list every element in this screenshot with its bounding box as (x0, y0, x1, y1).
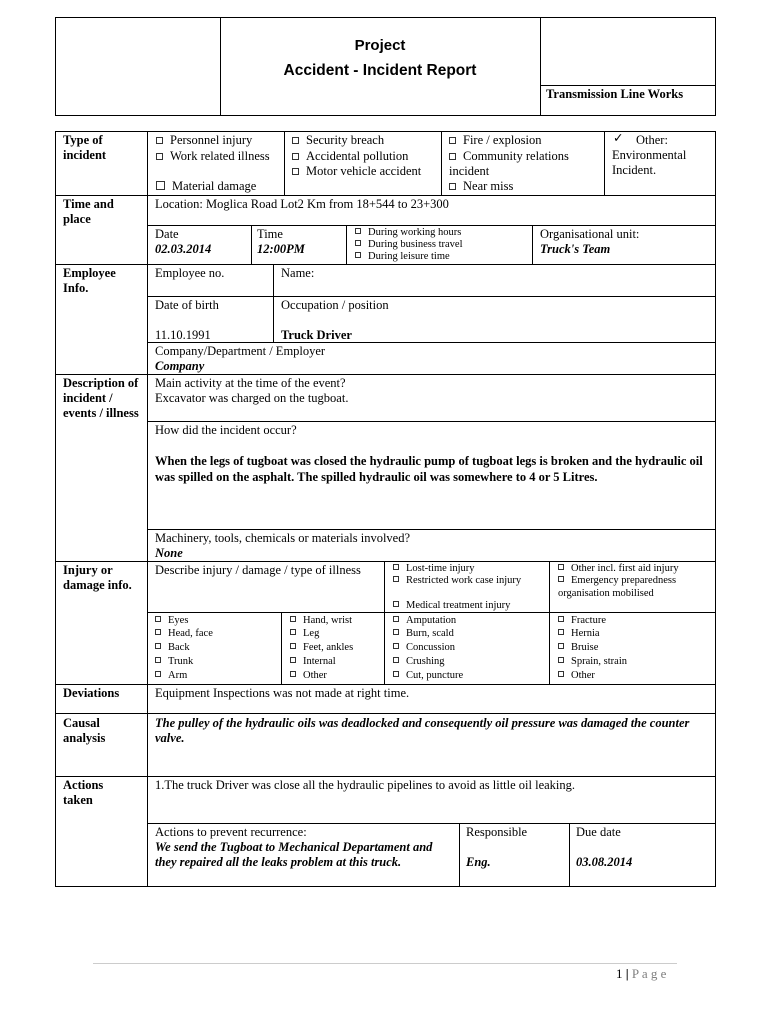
employee-no-label: Employee no. (155, 266, 225, 280)
time-place-label: Time and place (63, 197, 114, 226)
org-value: Truck's Team (540, 242, 611, 256)
machinery-question: Machinery, tools, chemicals or materials involved? (155, 531, 411, 545)
page-separator: | (625, 966, 629, 981)
checkbox-icon (290, 629, 296, 635)
checkbox-body-part[interactable]: Feet, ankles (290, 642, 353, 655)
checkbox-icon (155, 643, 161, 649)
org-label: Organisational unit: (540, 227, 640, 241)
page-footer (616, 966, 666, 982)
checkbox-fire[interactable]: Fire / explosion (449, 133, 541, 148)
cell-divider (273, 264, 274, 342)
checkbox-body-part[interactable]: Internal (290, 656, 336, 669)
project-title: Project (354, 37, 406, 54)
checkbox-icon (449, 153, 456, 160)
checkbox-icon (449, 183, 456, 190)
row-divider (55, 776, 716, 777)
company-label: Company/Department / Employer (155, 344, 326, 358)
checkbox-emergency[interactable]: Emergency preparedness organisation mobilised (558, 575, 677, 599)
description-label: Description of incident / events / illness (63, 376, 139, 420)
checkbox-icon (558, 629, 564, 635)
checkbox-body-part[interactable]: Eyes (155, 615, 188, 628)
checkbox-icon (292, 168, 299, 175)
row-divider (55, 195, 716, 196)
checkbox-body-part[interactable]: Hand, wrist (290, 615, 352, 628)
checkbox-during-working[interactable]: During working hours (355, 227, 461, 240)
checkbox-icon (449, 137, 456, 144)
checkbox-body-part[interactable]: Back (155, 642, 190, 655)
header-divider (540, 85, 716, 86)
checkbox-icon (155, 629, 161, 635)
works-label: Transmission Line Works (546, 87, 684, 101)
prevent-text: We send the Tugboat to Mechanical Departament and they repaired all the leaks problem at this truck. (155, 840, 433, 869)
checkbox-injury-type[interactable]: Other (558, 670, 595, 683)
cell-divider (549, 561, 550, 684)
date-value: 02.03.2014 (155, 242, 212, 256)
checkbox-restricted[interactable]: Restricted work case injury (393, 575, 543, 588)
checkbox-icon (292, 153, 299, 160)
type-label: Type of incident (63, 133, 107, 162)
header-divider (540, 17, 541, 116)
due-label: Due date (576, 825, 621, 839)
checkbox-icon (155, 671, 161, 677)
checkbox-medical[interactable]: Medical treatment injury (393, 600, 510, 613)
checkbox-icon (558, 616, 564, 622)
checkbox-lost-time[interactable]: Lost-time injury (393, 563, 475, 576)
actions-label: Actions taken (63, 778, 104, 807)
describe-injury: Describe injury / damage / type of illness (155, 563, 361, 577)
checkbox-icon (393, 564, 399, 570)
checkbox-icon (393, 616, 399, 622)
cell-divider (441, 131, 442, 195)
checkbox-icon (355, 240, 361, 246)
deviations-label: Deviations (63, 686, 120, 700)
company-value: Company (155, 359, 205, 373)
row-divider (55, 264, 716, 265)
employee-label: Employee Info. (63, 266, 116, 295)
checkbox-motor-vehicle[interactable]: Motor vehicle accident (292, 164, 422, 179)
checkbox-icon (393, 643, 399, 649)
checkbox-injury-type[interactable]: Concussion (393, 642, 455, 655)
checkbox-icon (290, 616, 296, 622)
checkbox-injury-type[interactable]: Bruise (558, 642, 598, 655)
checkbox-body-part[interactable]: Head, face (155, 628, 213, 641)
causal-text: The pulley of the hydraulic oils was deadlocked and consequently oil pressure was damaged the counter valve. (155, 716, 690, 745)
checkbox-body-part[interactable]: Leg (290, 628, 319, 641)
main-activity-answer: Excavator was charged on the tugboat. (155, 391, 349, 405)
checkbox-icon (393, 657, 399, 663)
checkbox-near-miss[interactable]: Near miss (449, 179, 513, 194)
checkbox-icon (292, 137, 299, 144)
cell-divider (281, 612, 282, 684)
checkmark-icon: ✓ (613, 131, 624, 145)
checkbox-injury-type[interactable]: Fracture (558, 615, 606, 628)
checkbox-work-related[interactable]: Work related illness (156, 149, 281, 164)
how-question: How did the incident occur? (155, 423, 297, 437)
label-column-divider (147, 131, 148, 887)
cell-divider (147, 529, 716, 530)
time-value: 12:00PM (257, 242, 305, 256)
cell-divider (459, 823, 460, 887)
cell-divider (147, 296, 716, 297)
checkbox-community[interactable]: Community relations incident (449, 149, 569, 178)
prevent-label: Actions to prevent recurrence: (155, 825, 307, 839)
cell-divider (346, 225, 347, 264)
row-divider (55, 684, 716, 685)
checkbox-icon (290, 671, 296, 677)
checkbox-personnel-injury[interactable]: Personnel injury (156, 133, 252, 148)
checkbox-injury-type[interactable]: Hernia (558, 628, 600, 641)
checkbox-during-business[interactable]: During business travel (355, 239, 463, 252)
cell-divider (604, 131, 605, 195)
checkbox-icon (393, 601, 399, 607)
row-divider (55, 713, 716, 714)
row-divider (55, 561, 716, 562)
checkbox-icon (393, 671, 399, 677)
checkbox-icon (558, 564, 564, 570)
checkbox-icon (290, 657, 296, 663)
cell-divider (147, 225, 716, 226)
checkbox-injury-type[interactable]: Amputation (393, 615, 456, 628)
checkbox-body-part[interactable]: Other (290, 670, 327, 683)
checkbox-security-breach[interactable]: Security breach (292, 133, 384, 148)
checkbox-during-leisure[interactable]: During leisure time (355, 251, 450, 264)
checkbox-icon (393, 576, 399, 582)
checkbox-icon (558, 576, 564, 582)
name-label: Name: (281, 266, 315, 280)
occupation-label: Occupation / position (281, 298, 389, 312)
checkbox-icon (156, 137, 163, 144)
cell-divider (251, 225, 252, 264)
injury-label: Injury or damage info. (63, 563, 132, 592)
responsible-label: Responsible (466, 825, 528, 839)
footer-rule (93, 963, 677, 964)
checkbox-injury-type[interactable]: Crushing (393, 656, 445, 669)
cell-divider (384, 561, 385, 684)
checkbox-icon (558, 643, 564, 649)
how-answer: When the legs of tugboat was closed the hydraulic pump of tugboat legs is broken and the hydraulic oil was spilled on the asphalt. The spilled hydraulic oil was somewhere to 4 or 5 Litres. (155, 454, 703, 484)
time-label: Time (257, 227, 283, 241)
checkbox-injury-type[interactable]: Sprain, strain (558, 656, 627, 669)
checkbox-material-damage[interactable]: Material damage (156, 179, 256, 194)
machinery-answer: None (155, 546, 183, 560)
checkbox-icon (393, 629, 399, 635)
row-divider (55, 374, 716, 375)
causal-label: Causal analysis (63, 716, 106, 745)
checkbox-icon (156, 181, 165, 190)
date-label: Date (155, 227, 179, 241)
cell-divider (532, 225, 533, 264)
cell-divider (147, 421, 716, 422)
dob-label: Date of birth (155, 298, 219, 312)
checkbox-icon (355, 252, 361, 258)
checkbox-icon (355, 228, 361, 234)
checkbox-icon (558, 657, 564, 663)
page-number: 1 (616, 966, 623, 981)
type-other: Other: Environmental Incident. (612, 133, 687, 177)
checkbox-other-first-aid[interactable]: Other incl. first aid injury (558, 563, 679, 576)
deviations-text: Equipment Inspections was not made at right time. (155, 686, 410, 700)
cell-divider (147, 823, 716, 824)
checkbox-icon (290, 643, 296, 649)
actions-taken-text: 1.The truck Driver was close all the hydraulic pipelines to avoid as little oil leaking. (155, 778, 576, 792)
due-value: 03.08.2014 (576, 855, 633, 869)
checkbox-injury-type[interactable]: Burn, scald (393, 628, 454, 641)
cell-divider (284, 131, 285, 195)
cell-divider (147, 342, 716, 343)
page-word: P a g e (631, 966, 667, 981)
checkbox-icon (558, 671, 564, 677)
checkbox-accidental-pollution[interactable]: Accidental pollution (292, 149, 408, 164)
responsible-value: Eng. (466, 855, 491, 869)
cell-divider (569, 823, 570, 887)
checkbox-icon (156, 153, 163, 160)
location: Location: Moglica Road Lot2 Km from 18+544 to 23+300 (155, 197, 449, 211)
checkbox-icon (155, 657, 161, 663)
dob-value: 11.10.1991 (155, 328, 211, 342)
checkbox-body-part[interactable]: Arm (155, 670, 187, 683)
checkbox-body-part[interactable]: Trunk (155, 656, 193, 669)
checkbox-injury-type[interactable]: Cut, puncture (393, 670, 463, 683)
main-activity-question: Main activity at the time of the event? (155, 376, 346, 390)
report-title: Accident - Incident Report (283, 62, 477, 79)
occupation-value: Truck Driver (281, 328, 352, 342)
checkbox-icon (155, 616, 161, 622)
